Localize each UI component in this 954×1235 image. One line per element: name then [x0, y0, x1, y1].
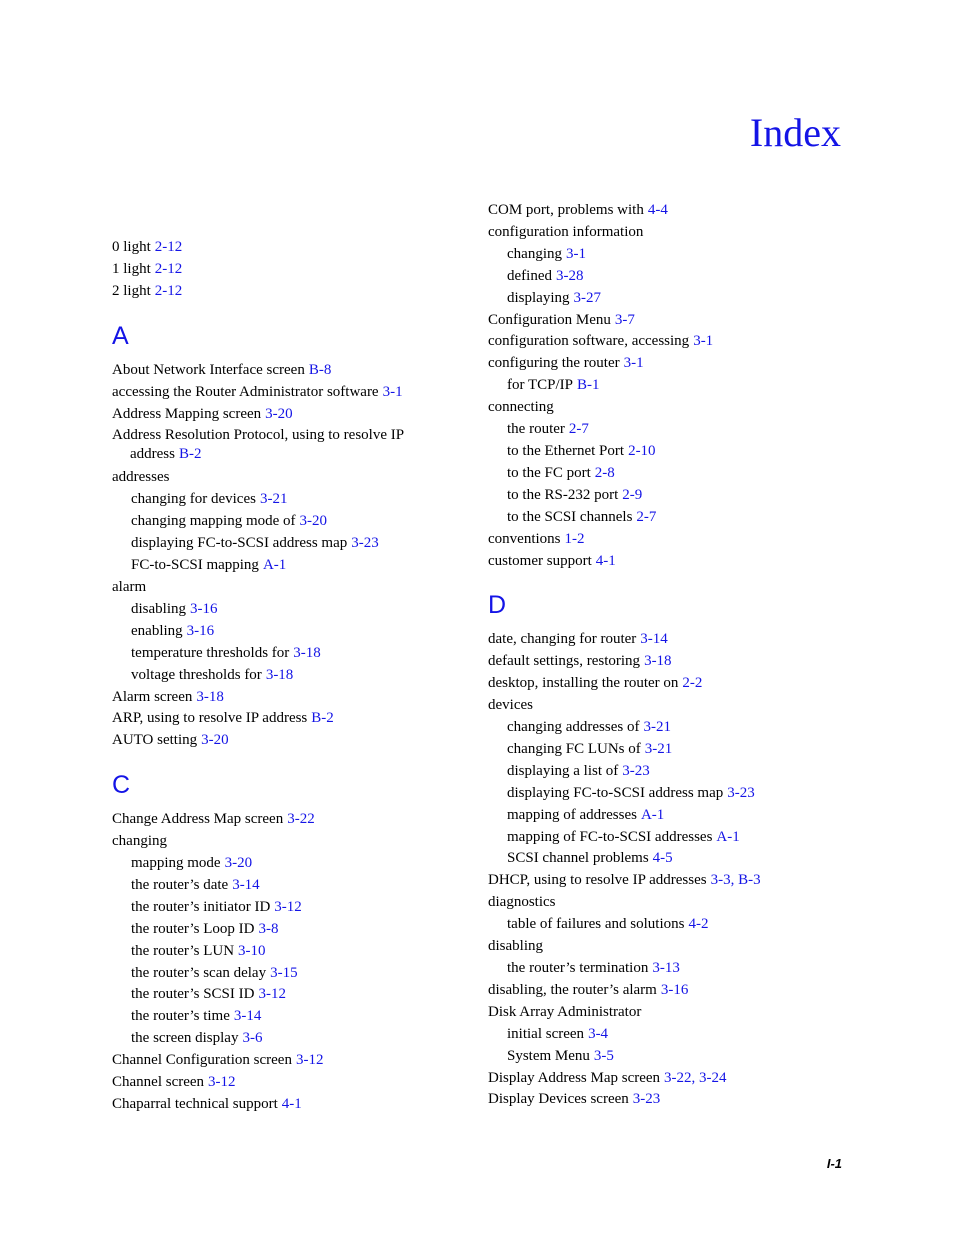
page-reference-link[interactable]: 3-12: [208, 1074, 236, 1091]
page-reference-link[interactable]: 3-18: [293, 644, 321, 661]
index-subentry: [112, 621, 442, 643]
index-entry: [112, 281, 442, 303]
entry-text: the screen display: [131, 1030, 239, 1047]
entry-text: mapping of addresses: [507, 806, 637, 823]
index-subentry: [488, 1046, 818, 1068]
index-subentry: [488, 1024, 818, 1046]
entry-text: mapping of FC-to-SCSI addresses: [507, 828, 713, 845]
index-subentry: [488, 805, 818, 827]
index-subentry: [112, 555, 442, 577]
index-entry: [112, 382, 442, 404]
page-reference-link[interactable]: 3-23: [632, 1091, 661, 1108]
index-entry: [488, 892, 818, 914]
index-entry: [112, 687, 442, 709]
index-subentry: [488, 485, 818, 507]
page-reference-link[interactable]: 4-5: [652, 850, 673, 867]
entry-text: 0 light: [112, 239, 151, 255]
entry-text: defined: [507, 267, 552, 284]
index-subentry: [112, 665, 442, 687]
index-entry: DHCP, using to resolve IP addresses 3-3, B-3: [488, 872, 761, 889]
page-reference-link[interactable]: 2-8: [594, 464, 615, 481]
index-entry: [488, 651, 818, 673]
entry-text: conventions: [488, 530, 561, 547]
index-entry: [112, 467, 442, 489]
entry-text: System Menu: [507, 1047, 590, 1064]
entry-text: Display Address Map screen: [488, 1069, 661, 1086]
index-entry: [112, 809, 442, 831]
entry-text: alarm: [112, 578, 147, 595]
index-subentry: [488, 717, 818, 739]
entry-text: to the SCSI channels: [507, 508, 633, 525]
entry-text: Display Devices screen: [488, 1091, 629, 1108]
entry-text: Change Address Map screen: [112, 811, 284, 828]
index-entry: [112, 708, 442, 730]
index-subentry: [112, 599, 442, 621]
entry-text: 2 light: [112, 282, 151, 299]
page-reference-link[interactable]: 3-1: [623, 355, 644, 372]
index-subentry: [112, 489, 442, 511]
index-subentry: [488, 441, 818, 463]
index-subentry: [488, 848, 818, 870]
entry-text: devices: [488, 697, 533, 714]
index-entry: [488, 673, 818, 695]
entry-text: disabling, the router’s alarm: [488, 981, 657, 998]
entry-text: displaying a list of: [507, 762, 619, 779]
index-subentry: [488, 507, 818, 529]
entry-text: to the FC port: [507, 464, 591, 481]
page-reference-link[interactable]: A-1: [640, 806, 665, 823]
index-subentry: [112, 643, 442, 665]
index-entry: [112, 1050, 442, 1072]
entry-text: About Network Interface screen: [112, 361, 305, 378]
entry-text: changing: [507, 245, 562, 262]
entry-text: changing: [112, 833, 167, 850]
entry-text: 1 light: [112, 260, 151, 277]
page-reference-link[interactable]: 3-22: [664, 1069, 692, 1086]
index-entry: Display Address Map screen 3-22, 3-24: [488, 1069, 727, 1086]
page-reference-link[interactable]: 2-12: [154, 282, 183, 299]
page-reference-link[interactable]: 2-7: [568, 421, 589, 438]
index-entry: [488, 1002, 818, 1024]
index-subentry: [488, 783, 818, 805]
section-letter: D: [488, 591, 507, 620]
page-reference-link[interactable]: 3-23: [727, 784, 755, 801]
index-subentry: [488, 375, 818, 397]
index-subentry: [112, 853, 442, 875]
entry-text: the router’s initiator ID: [131, 898, 271, 915]
page-reference-link[interactable]: B-2: [179, 446, 202, 463]
entry-text: the router’s termination: [507, 960, 649, 976]
index-subentry: [488, 419, 818, 441]
index-entry: [488, 629, 818, 651]
index-subentry: [112, 941, 442, 963]
entry-text: to the Ethernet Port: [507, 442, 625, 459]
index-entry: [112, 1094, 442, 1116]
index-entry: [488, 551, 818, 573]
index-subentry: [488, 244, 818, 266]
index-entry: [112, 1072, 442, 1094]
page-reference-link[interactable]: 3-28: [555, 267, 584, 284]
entry-text: displaying FC-to-SCSI address map: [131, 535, 348, 552]
page-reference-link[interactable]: 1-2: [564, 530, 585, 547]
entry-text: voltage thresholds for: [131, 666, 262, 683]
index-subentry: [112, 984, 442, 1006]
page-reference-link[interactable]: 4-4: [647, 202, 668, 218]
entry-text: Address Mapping screen: [112, 405, 262, 422]
index-entry: [488, 200, 818, 222]
index-column-right: [488, 200, 818, 1111]
entry-text: to the RS-232 port: [507, 486, 619, 503]
page-reference-link[interactable]: 3-1: [565, 245, 586, 262]
index-subentry: [488, 827, 818, 849]
index-entry: [488, 331, 818, 353]
index-subentry: [488, 288, 818, 310]
entry-text: diagnostics: [488, 894, 556, 911]
page-reference-link[interactable]: 3-6: [242, 1030, 263, 1047]
page-reference-link[interactable]: 3-18: [196, 688, 224, 705]
index-entry: [488, 695, 818, 717]
index-entry: [488, 1089, 818, 1111]
index-subentry: [112, 1006, 442, 1028]
entry-text: configuration information: [488, 223, 644, 240]
entry-text: Address Resolution Protocol, using to resolve IP address: [112, 427, 404, 463]
entry-text: for TCP/IP: [507, 377, 573, 394]
entry-text: configuring the router: [488, 355, 620, 372]
index-subentry: [112, 919, 442, 941]
page-reference-link[interactable]: 3-3: [710, 872, 731, 889]
entry-text: changing addresses of: [507, 719, 640, 736]
entry-text: the router’s LUN: [131, 942, 235, 959]
entry-text: configuration software, accessing: [488, 333, 690, 350]
entry-text: addresses: [112, 469, 170, 486]
page-reference-link[interactable]: 3-22: [287, 811, 315, 828]
index-subentry: [488, 463, 818, 485]
entry-text: the router’s SCSI ID: [131, 986, 255, 1003]
page-reference-link[interactable]: 3-15: [270, 964, 298, 981]
entry-text: the router: [507, 421, 565, 438]
page-reference-link[interactable]: A-1: [262, 557, 287, 574]
entry-text: accessing the Router Administrator software: [112, 383, 379, 400]
entry-text: table of failures and solutions: [507, 916, 685, 933]
index-entry: [112, 259, 442, 281]
entry-text: the router’s date: [131, 876, 229, 893]
page-reference-link[interactable]: 3-10: [238, 942, 266, 959]
index-section-c: [112, 770, 442, 1116]
page-reference-link[interactable]: 3-14: [233, 1008, 262, 1025]
page-reference-link[interactable]: 3-4: [588, 1025, 609, 1042]
section-letter: C: [112, 771, 131, 800]
index-entry: [488, 353, 818, 375]
page-reference-link[interactable]: 3-1: [693, 333, 714, 350]
entry-text: COM port, problems with: [488, 202, 644, 218]
section-letter: A: [112, 321, 129, 350]
index-entry: [488, 397, 818, 419]
page-reference-link[interactable]: A-1: [716, 828, 740, 845]
index-entry: [112, 237, 442, 259]
page-reference-link[interactable]: 3-13: [652, 960, 680, 976]
page-reference-link[interactable]: 4-2: [688, 916, 709, 933]
page-reference-link[interactable]: 3-8: [258, 920, 279, 937]
index-entry: [488, 222, 818, 244]
page-reference-link[interactable]: 3-14: [232, 876, 260, 893]
entry-text: desktop, installing the router on: [488, 675, 679, 692]
page-reference-link[interactable]: 3-1: [382, 383, 403, 400]
index-section-d: [488, 590, 818, 1111]
page-reference-link[interactable]: 4-1: [595, 552, 616, 569]
entry-text: date, changing for router: [488, 631, 637, 648]
entry-text: ARP, using to resolve IP address: [112, 710, 308, 727]
index-subentry: [112, 511, 442, 533]
page-reference-link[interactable]: B-8: [308, 361, 332, 378]
index-entry: [112, 577, 442, 599]
entry-text: connecting: [488, 399, 554, 416]
index-subentry: [488, 266, 818, 288]
entry-text: AUTO setting: [112, 732, 198, 749]
entry-text: disabling: [488, 938, 543, 955]
entry-text: Channel Configuration screen: [112, 1052, 292, 1069]
page-reference-link[interactable]: 3-7: [614, 311, 635, 328]
page-reference-link[interactable]: 3-12: [295, 1052, 324, 1069]
entry-text: changing for devices: [131, 491, 256, 508]
entry-text: DHCP, using to resolve IP addresses: [488, 872, 707, 889]
page-reference-link[interactable]: 3-18: [644, 653, 672, 670]
entry-text: displaying: [507, 289, 570, 306]
page-reference-link[interactable]: 3-24: [699, 1069, 727, 1086]
entry-text: the router’s Loop ID: [131, 920, 255, 937]
index-section-a: [112, 321, 442, 753]
entry-text: Channel screen: [112, 1074, 205, 1091]
entry-text: displaying FC-to-SCSI address map: [507, 784, 724, 801]
entry-text: enabling: [131, 622, 183, 639]
page-reference-link[interactable]: 3-27: [573, 289, 601, 306]
index-entry: [488, 980, 818, 1002]
index-subentry: [112, 897, 442, 919]
page-reference-link[interactable]: 3-21: [643, 719, 671, 736]
entry-text: Alarm screen: [112, 688, 193, 705]
page-reference-link[interactable]: 3-5: [593, 1047, 614, 1064]
page-reference-link[interactable]: 2-9: [622, 486, 643, 503]
page-reference-link[interactable]: 2-12: [154, 260, 183, 277]
index-subentry: [488, 958, 818, 980]
page-reference-link[interactable]: 3-20: [265, 405, 293, 422]
entry-text: SCSI channel problems: [507, 850, 649, 867]
page-reference-link[interactable]: 3-16: [190, 600, 218, 617]
entry-text: default settings, restoring: [488, 653, 641, 670]
index-subentry: [112, 963, 442, 985]
entry-text: customer support: [488, 552, 592, 569]
entry-text: Disk Array Administrator: [488, 1003, 642, 1020]
page-reference-link[interactable]: 3-14: [640, 631, 668, 648]
index-entry: [112, 426, 442, 464]
entry-text: changing mapping mode of: [131, 513, 296, 530]
page-title: Index: [749, 110, 841, 155]
index-subentry: [488, 761, 818, 783]
entry-text: initial screen: [507, 1025, 585, 1042]
page-reference-link[interactable]: 2-10: [628, 442, 656, 459]
page-reference-link[interactable]: 3-12: [274, 898, 302, 915]
page-reference-link[interactable]: 3-12: [258, 986, 286, 1003]
index-entry: [112, 730, 442, 752]
page-reference-link[interactable]: 3-16: [186, 622, 215, 639]
page-reference-link[interactable]: 3-23: [351, 535, 379, 552]
index-subentry: [488, 739, 818, 761]
index-entry: [488, 936, 818, 958]
page-reference-link[interactable]: B-1: [576, 377, 600, 394]
index-subentry: [112, 533, 442, 555]
page-reference-link[interactable]: 2-7: [636, 508, 657, 525]
entry-text: temperature thresholds for: [131, 644, 290, 661]
entry-text: the router’s scan delay: [131, 964, 267, 981]
index-section-top: [112, 237, 442, 303]
page-reference-link[interactable]: 3-18: [265, 666, 294, 683]
page-reference-link[interactable]: 3-21: [644, 740, 673, 757]
index-column-left: [112, 237, 442, 1116]
index-subentry: [112, 1028, 442, 1050]
index-entry: [112, 404, 442, 426]
page-reference-link[interactable]: 3-23: [622, 762, 650, 779]
entry-text: the router’s time: [131, 1008, 230, 1025]
entry-text: FC-to-SCSI mapping: [131, 557, 259, 574]
index-subentry: [112, 875, 442, 897]
entry-text: mapping mode: [131, 855, 221, 872]
entry-text: disabling: [131, 600, 186, 617]
page-reference-link[interactable]: 3-20: [201, 732, 229, 749]
page-number: I-1: [826, 1156, 842, 1171]
page-reference-link[interactable]: 2-12: [154, 239, 183, 255]
entry-text: changing FC LUNs of: [507, 740, 641, 757]
page-reference-link[interactable]: B-2: [311, 710, 334, 727]
page-reference-link[interactable]: 3-21: [259, 491, 288, 508]
page-reference-link[interactable]: 2-2: [682, 675, 703, 692]
index-entry: [488, 310, 818, 332]
index-entry: [488, 529, 818, 551]
index-subentry: [488, 914, 818, 936]
page-reference-link[interactable]: 3-20: [224, 855, 253, 872]
index-section-top: [488, 200, 818, 572]
index-entry: [112, 360, 442, 382]
entry-text: Chaparral technical support: [112, 1096, 278, 1112]
page-reference-link[interactable]: B-3: [738, 872, 761, 889]
index-entry: [112, 831, 442, 853]
page-reference-link[interactable]: 3-20: [299, 513, 328, 530]
entry-text: Configuration Menu: [488, 311, 611, 328]
page-reference-link[interactable]: 4-1: [281, 1096, 302, 1112]
page-reference-link[interactable]: 3-16: [660, 981, 689, 998]
